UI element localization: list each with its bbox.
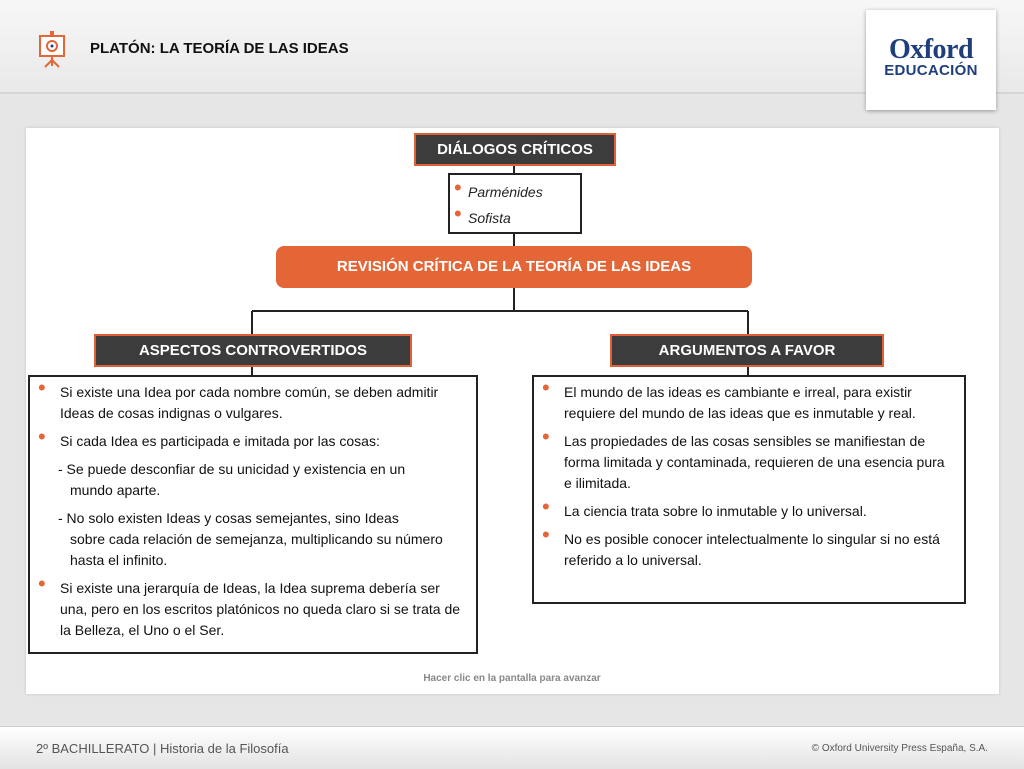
list-item: [450, 203, 580, 229]
bullet-icon: •: [454, 175, 462, 200]
list-item: [534, 522, 952, 571]
course-label: 2º BACHILLERATO | Historia de la Filosofía: [36, 741, 289, 756]
sub-item: [30, 508, 466, 571]
list-item: [30, 571, 466, 641]
list-item-text: El mundo de las ideas es cambiante e irreal, para existir requiere del mundo de las ideas que es inmutable y real.: [564, 384, 916, 421]
sub-item-text: - Se puede desconfiar de su unicidad y existencia en un: [58, 461, 406, 477]
sub-item-text: - No solo existen Ideas y cosas semejantes, sino Ideas: [58, 510, 399, 526]
bullet-icon: •: [38, 375, 46, 400]
list-item-text: Si existe una Idea por cada nombre común, se deben admitir Ideas de cosas indignas o vulgares.: [60, 384, 439, 421]
aspectos-controvertidos-label: ASPECTOS CONTROVERTIDOS: [138, 342, 368, 359]
logo-line2: EDUCACIÓN: [884, 62, 978, 79]
sub-item-continuation: sobre cada relación de semejanza, multiplicando su número hasta el infinito.: [70, 531, 443, 568]
oxford-logo: [866, 10, 996, 110]
bullet-icon: •: [542, 424, 550, 449]
list-item: [534, 375, 952, 424]
bullet-icon: •: [542, 494, 550, 519]
logo-line1: Oxford: [888, 34, 974, 65]
list-item-text: Si cada Idea es participada e imitada por las cosas:: [60, 433, 380, 449]
list-item: [30, 375, 466, 424]
list-item: [534, 424, 952, 494]
dialogos-criticos-label: DIÁLOGOS CRÍTICOS: [437, 141, 593, 158]
footer-bar: [0, 726, 1024, 769]
list-item-text: Si existe una jerarquía de Ideas, la Idea suprema debería ser una, pero en los escritos platónicos no queda claro si se trata de la Belleza, el Uno o el Ser.: [60, 580, 461, 638]
bullet-icon: •: [542, 375, 550, 400]
favorable-arguments-box: [532, 375, 966, 604]
list-item: [30, 424, 466, 452]
copyright-label: © Oxford University Press España, S.A.: [811, 743, 988, 754]
bullet-icon: •: [542, 522, 550, 547]
bullet-icon: •: [38, 424, 46, 449]
revision-critica-label: REVISIÓN CRÍTICA DE LA TEORÍA DE LAS IDEAS: [336, 258, 692, 275]
controversial-aspects-box: [28, 375, 478, 654]
sub-item-continuation: mundo aparte.: [70, 482, 161, 498]
list-item-text: Las propiedades de las cosas sensibles se manifiestan de forma limitada y contaminada, requieren de una esencia pura e ilimitada.: [564, 433, 945, 491]
dialogos-criticos-node: [414, 133, 616, 166]
advance-hint: Hacer clic en la pantalla para avanzar: [423, 673, 601, 684]
revision-critica-node: [276, 246, 752, 288]
list-item: [450, 177, 580, 203]
page-title: PLATÓN: LA TEORÍA DE LAS IDEAS: [90, 40, 349, 57]
aspectos-controvertidos-node: [94, 334, 412, 367]
concept-map-panel[interactable]: [26, 128, 999, 694]
presentation-board-icon: [36, 30, 68, 68]
sub-item: [30, 459, 466, 501]
list-item-text: La ciencia trata sobre lo inmutable y lo universal.: [564, 503, 867, 519]
bullet-icon: •: [38, 571, 46, 596]
dialogues-list: [448, 173, 582, 234]
list-item-label: Parménides: [468, 184, 543, 200]
bullet-icon: •: [454, 201, 462, 226]
argumentos-a-favor-label: ARGUMENTOS A FAVOR: [658, 342, 836, 359]
list-item: [534, 494, 952, 522]
argumentos-a-favor-node: [610, 334, 884, 367]
list-item-text: No es posible conocer intelectualmente lo singular si no está referido a lo universal.: [564, 531, 940, 568]
list-item-label: Sofista: [468, 210, 511, 226]
